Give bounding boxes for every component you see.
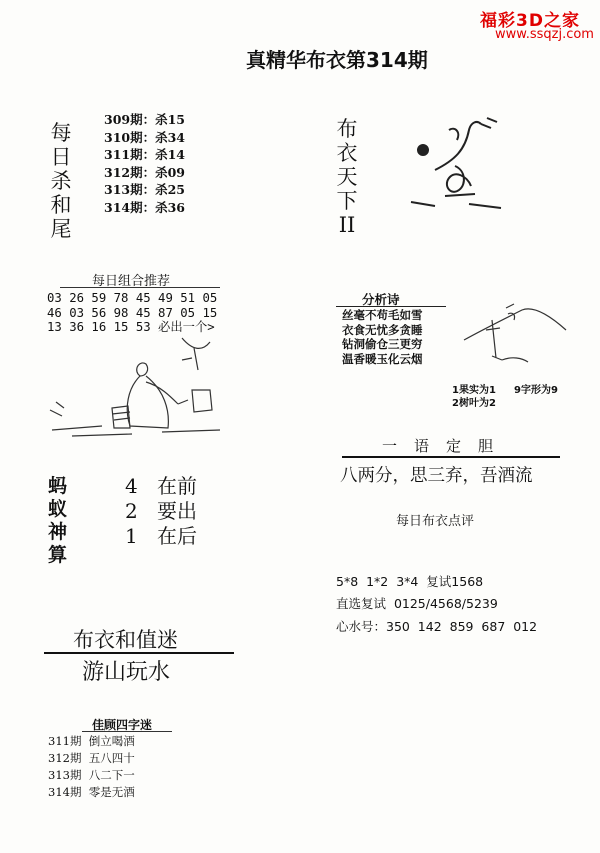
branch-illustration [405,110,505,220]
daily-combo-numbers [47,291,217,335]
page-title: 真精华布衣第314期 [246,48,428,72]
site-watermark-name: 福彩3D之家 [480,11,580,31]
riddle-entry: 314期 零是无酒 [48,785,135,799]
scholar-illustration [42,330,222,442]
daily-kill-label: 每日杀和尾 [50,121,72,241]
review-line: 5*8 1*2 3*4 复试1568 [336,574,484,589]
one-word-text: 八两分，思三弃，吾酒流 [340,466,533,486]
divider [336,306,446,307]
combo-line: 13 36 16 15 53 必出一个> [47,320,215,334]
site-watermark-url: www.ssqzj.com [495,27,594,42]
poem-hint: 2树叶为2 [452,398,496,409]
ant-calc-number: 2 [125,499,138,523]
buyi-sum-answer: 游山玩水 [82,660,171,685]
review-line: 心水号：350 142 859 687 012 [336,619,538,634]
poem-hint: 1果实为1 [452,385,496,396]
analysis-poem [342,308,423,367]
poem-line: 钻洞偷仓三更穷 [342,337,423,352]
ant-calc-row [125,520,197,549]
kill-entry: 310期：杀34 [104,129,185,145]
divider [60,287,220,288]
combo-line: 03 26 59 78 45 49 51 05 [47,291,218,305]
daily-combo-title: 每日组合推荐 [92,274,171,289]
ant-calc-text: 要出 [157,499,197,523]
poem-line: 衣食无忧多贪睡 [342,322,423,337]
riddle-list [48,733,135,801]
review-title: 每日布衣点评 [396,514,475,529]
kill-entry: 311期：杀14 [104,147,185,162]
divider [342,456,560,458]
poem-line: 丝毫不苟毛如雪 [342,308,423,322]
ant-calc-number: 1 [125,524,138,548]
ant-calc-label: 蚂蚁神算 [48,475,68,566]
kill-entry: 314期：杀36 [104,199,185,215]
one-word-title: 一语定胆 [382,437,511,455]
combo-line: 46 03 56 98 45 87 05 15 [47,305,218,320]
daily-kill-list [104,111,185,216]
ant-calc-text: 在后 [157,524,197,548]
riddle-entry: 313期 八二下一 [48,768,135,782]
riddle-entry: 311期 倒立喝酒 [48,734,135,748]
ant-calc-text: 在前 [157,474,197,498]
poem-line: 温香暖玉化云烟 [342,352,423,367]
kill-entry: 312期：杀09 [104,164,185,180]
buyi-world-title: 布衣天下II [336,117,358,237]
kill-entry: 309期：杀15 [104,112,185,127]
divider [82,731,172,732]
buyi-sum-title: 布衣和值迷 [73,628,178,652]
ant-calc-number: 4 [125,474,138,498]
riddle-entry: 312期 五八四十 [48,751,135,765]
poem-title: 分析诗 [362,292,400,307]
riddle-title: 佳顾四字迷 [92,718,153,732]
fisherman-illustration [462,300,568,372]
review-line: 直选复试 0125/4568/5239 [336,596,498,611]
poem-hint: 9字形为9 [514,385,558,396]
kill-entry: 313期：杀25 [104,182,185,197]
divider [44,652,234,654]
